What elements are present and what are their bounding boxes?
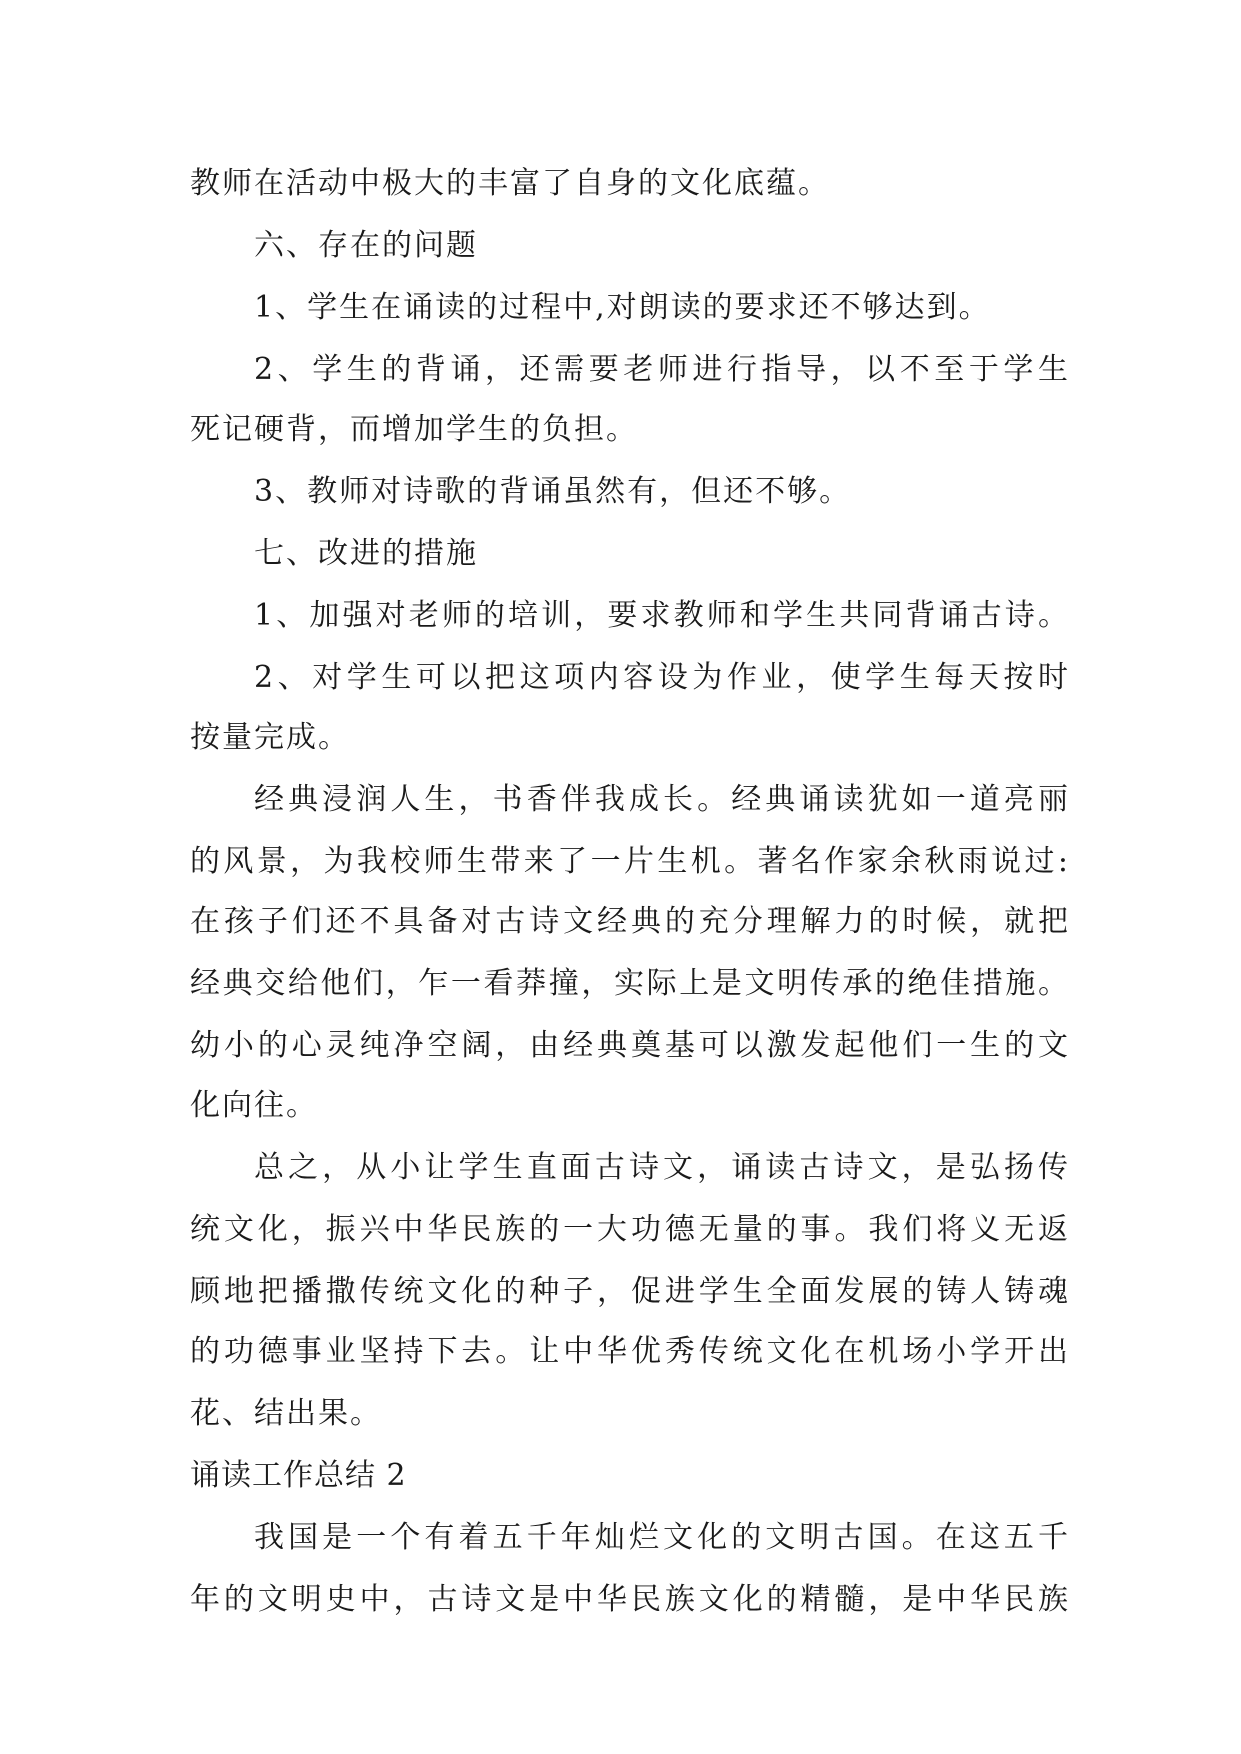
list-item: 3、教师对诗歌的背诵虽然有，但还不够。 — [254, 474, 852, 509]
paragraph-line: 在孩子们还不具备对古诗文经典的充分理解力的时候，就把 — [190, 904, 1070, 939]
paragraph-line: 顾地把播撒传统文化的种子，促进学生全面发展的铸人铸魂 — [190, 1274, 1070, 1309]
paragraph-line: 幼小的心灵纯净空阔，由经典奠基可以激发起他们一生的文 — [190, 1028, 1070, 1063]
section-heading: 七、改进的措施 — [254, 536, 478, 571]
list-item: 1、加强对老师的培训，要求教师和学生共同背诵古诗。 — [254, 598, 1070, 633]
paragraph-line: 经典交给他们，乍一看莽撞，实际上是文明传承的绝佳措施。 — [190, 966, 1070, 1001]
paragraph-line: 经典浸润人生，书香伴我成长。经典诵读犹如一道亮丽 — [254, 782, 1070, 817]
paragraph-line: 统文化，振兴中华民族的一大功德无量的事。我们将义无返 — [190, 1212, 1070, 1247]
list-item: 2、对学生可以把这项内容设为作业，使学生每天按时 — [254, 660, 1070, 695]
paragraph-line: 死记硬背，而增加学生的负担。 — [190, 412, 638, 447]
paragraph-line: 的风景，为我校师生带来了一片生机。著名作家余秋雨说过: — [190, 844, 1070, 879]
paragraph-line: 按量完成。 — [190, 720, 350, 755]
paragraph-line: 年的文明史中，古诗文是中华民族文化的精髓，是中华民族 — [190, 1582, 1070, 1617]
document-title: 诵读工作总结 2 — [190, 1458, 407, 1493]
list-item: 1、学生在诵读的过程中,对朗读的要求还不够达到。 — [254, 290, 991, 325]
section-heading: 六、存在的问题 — [254, 228, 478, 263]
paragraph-line: 花、结出果。 — [190, 1396, 382, 1431]
paragraph-line: 化向往。 — [190, 1088, 318, 1123]
list-item: 2、学生的背诵，还需要老师进行指导，以不至于学生 — [254, 352, 1070, 387]
paragraph-line: 的功德事业坚持下去。让中华优秀传统文化在机场小学开出 — [190, 1334, 1070, 1369]
paragraph-line: 教师在活动中极大的丰富了自身的文化底蕴。 — [190, 166, 830, 201]
paragraph-line: 总之，从小让学生直面古诗文，诵读古诗文，是弘扬传 — [254, 1150, 1070, 1185]
paragraph-line: 我国是一个有着五千年灿烂文化的文明古国。在这五千 — [254, 1520, 1070, 1555]
